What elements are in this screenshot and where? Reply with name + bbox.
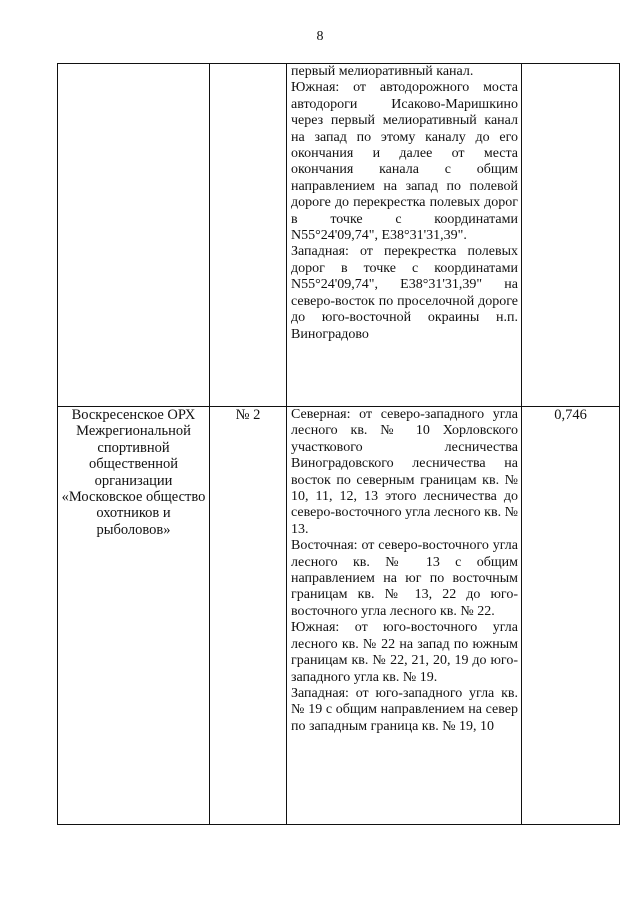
boundary-east: Восточная: от северо-восточного угла лесного кв. № 13 с общим направлением на юг по восточным границам кв. № 13, 22 до юго-восточного угла лесного кв. № 22. bbox=[291, 538, 518, 619]
organization-cell: Воскресенское ОРХ Межрегиональной спортивной общественной организации «Московское общество охотников и рыболовов» bbox=[58, 407, 210, 825]
boundary-text: первый мелиоративный канал. bbox=[291, 64, 474, 79]
number-cell bbox=[210, 64, 287, 407]
boundary-west: Западная: от перекрестка полевых дорог в точке с координатами N55°24'09,74", E38°31'31,39" на северо-восток по проселочной дороге до юго-восточной окраины н.п. Виноградово bbox=[291, 244, 518, 342]
boundary-description-cell bbox=[287, 407, 522, 825]
page-number: 8 bbox=[316, 29, 324, 44]
boundaries-table bbox=[57, 63, 620, 825]
boundary-description-cell bbox=[287, 64, 522, 407]
boundary-north: Северная: от северо-западного угла лесного кв. № 10 Хорловского участкового лесничества Виноградовского лесничества на восток по северным границам кв. № 10, 11, 12, 13 этого лесничества до северо-восточного угла лесного кв. № 13. bbox=[291, 407, 518, 537]
organization-cell bbox=[58, 64, 210, 407]
number-cell: № 2 bbox=[210, 407, 287, 825]
table-row bbox=[58, 407, 620, 825]
table-row bbox=[58, 64, 620, 407]
boundary-south: Южная: от юго-восточного угла лесного кв. № 22 на запад по южным границам кв. № 22, 21, 20, 19 до юго-западного угла кв. № 19. bbox=[291, 620, 518, 685]
boundary-west: Западная: от юго-западного угла кв. № 19 с общим направлением на север по западным граница кв. № 19, 10 bbox=[291, 685, 518, 734]
area-cell bbox=[522, 64, 620, 407]
area-cell: 0,746 bbox=[522, 407, 620, 825]
boundary-south: Южная: от автодорожного моста автодороги Исаково-Маришкино через первый мелиоративный канал на запад по этому каналу до его окончания и далее от места окончания канала с общим направлением на запад по полевой дороге до перекрестка полевых дорог в точке с координатами N55°24'09,74", E38°31'31,39". bbox=[291, 80, 518, 244]
